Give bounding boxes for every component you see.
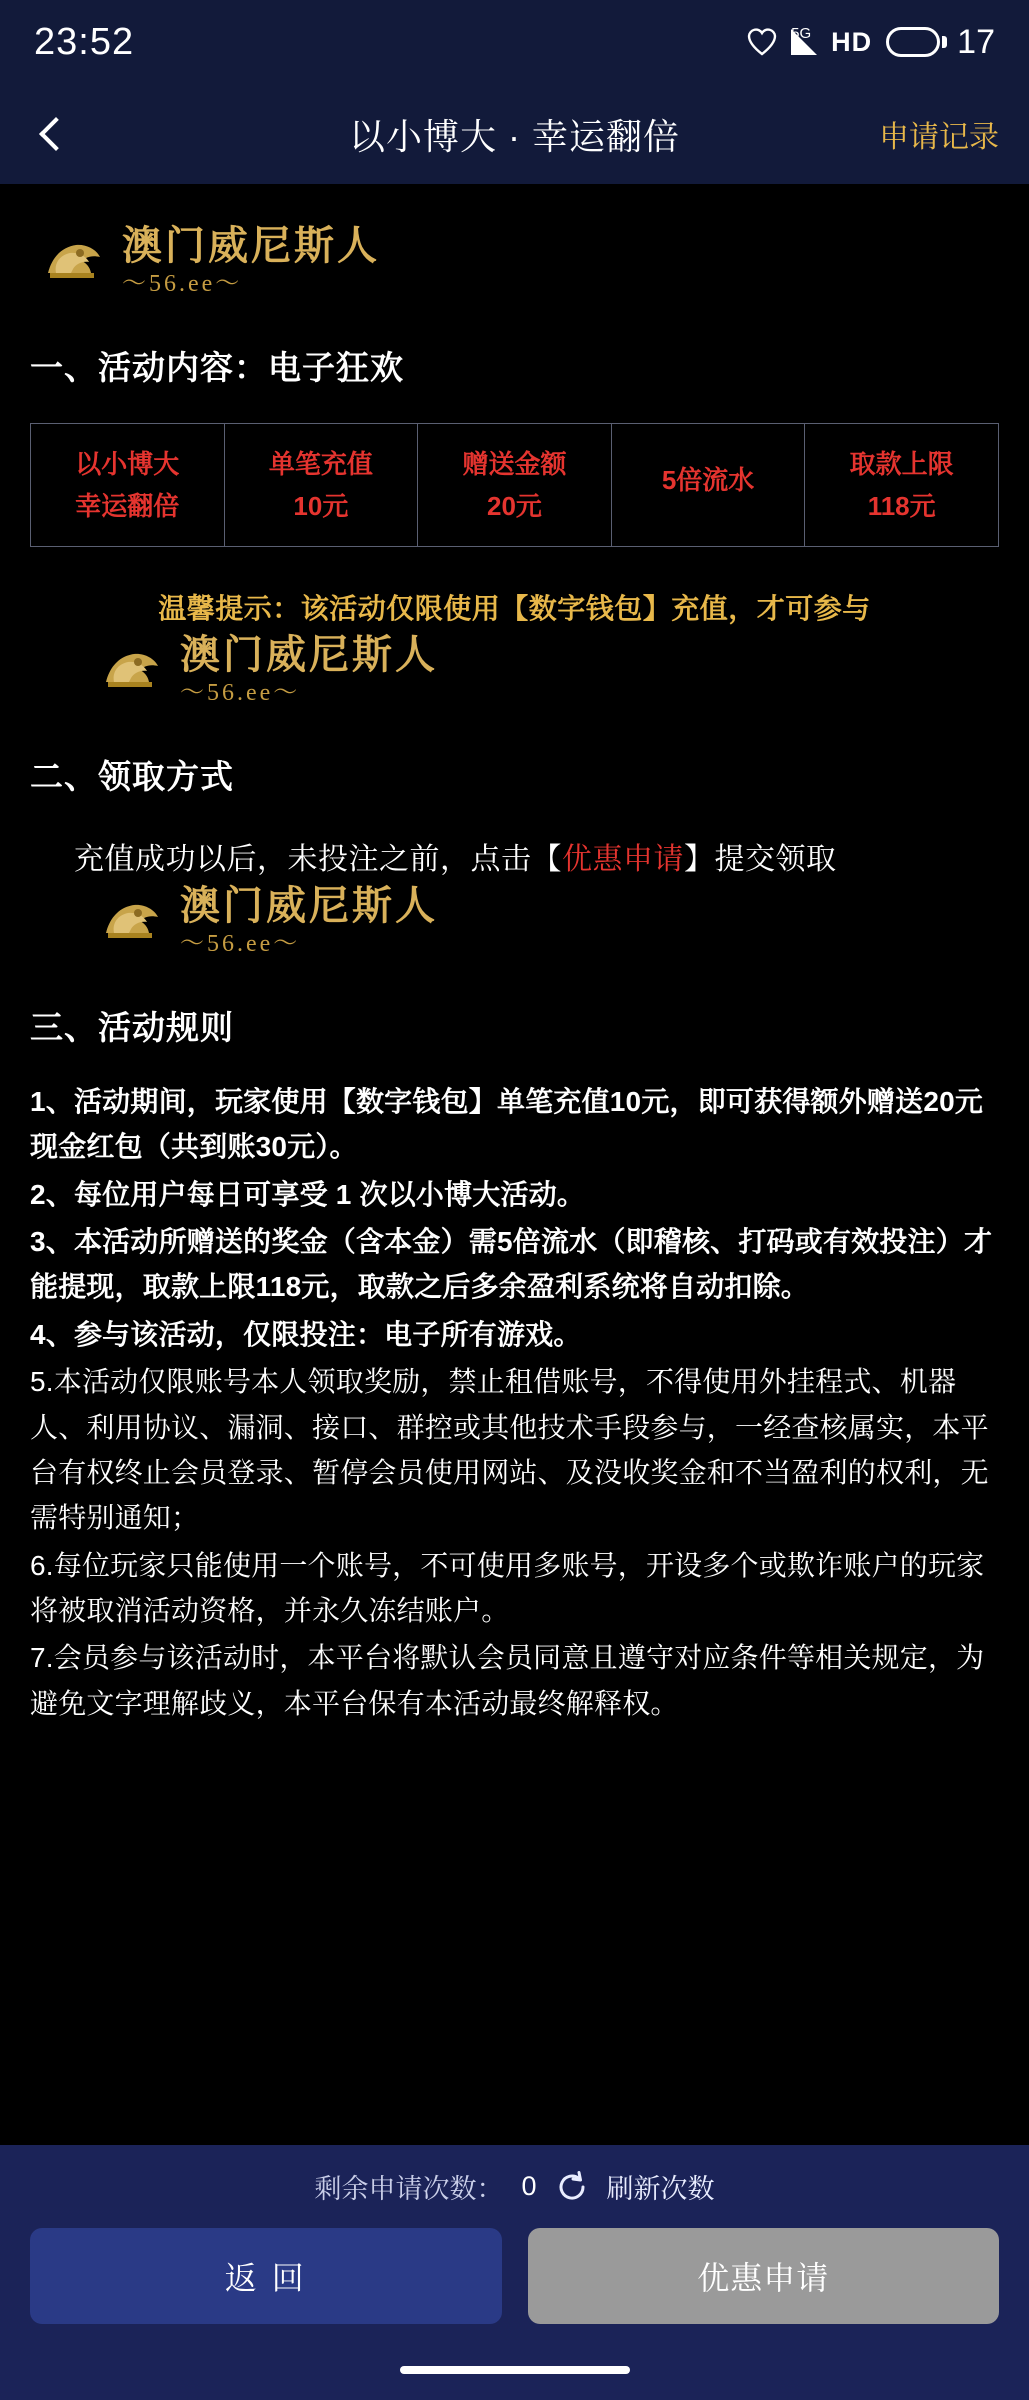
back-button[interactable]: 返 回: [30, 2228, 502, 2324]
brand-logo-bottom: [42, 883, 999, 957]
battery-icon: [886, 23, 995, 62]
cell-line-2: 20元: [487, 491, 542, 521]
status-icons: [747, 23, 995, 62]
brand-subtitle: ～56.ee～: [180, 931, 301, 957]
cell-line-2: 118元: [867, 491, 936, 521]
brand-subtitle: ～56.ee～: [180, 680, 301, 706]
footer-bar: [0, 2145, 1029, 2340]
cell-line-1: 单笔充值: [268, 448, 373, 479]
rule-item: 4、参与该活动，仅限投注：电子所有游戏。: [30, 1318, 582, 1350]
claim-highlight: 优惠申请: [562, 843, 684, 876]
promotion-content: [0, 184, 1029, 2145]
cell-line-1: 赠送金额: [462, 448, 567, 479]
brand-subtitle: ～56.ee～: [122, 271, 243, 297]
brand-name: 澳门威尼斯人: [180, 632, 438, 677]
battery-level: 17: [957, 22, 995, 61]
rules-list: [30, 1079, 999, 1726]
table-cell: [612, 424, 806, 546]
winged-lion-icon: [100, 638, 164, 702]
brand-name: 澳门威尼斯人: [122, 223, 380, 268]
cell-line-1: 取款上限: [849, 448, 954, 479]
rule-item: 6.每位玩家只能使用一个账号，不可使用多账号，开设多个或欺诈账户的玩家将被取消活动资格，并永久冻结账户。: [30, 1549, 985, 1626]
table-cell: [225, 424, 419, 546]
brand-logo-top: [42, 223, 999, 297]
remaining-value: 0: [521, 2171, 537, 2201]
footer-buttons: [30, 2228, 999, 2324]
status-bar: [0, 0, 1029, 84]
claim-prefix: 充值成功以后，未投注之前，点击【: [74, 843, 562, 876]
section-title-content: 一、活动内容：电子狂欢: [30, 349, 404, 386]
cell-line-1: 5倍流水: [661, 464, 755, 495]
rule-item: 5.本活动仅限账号本人领取奖励，禁止租借账号，不得使用外挂程式、机器人、利用协议、漏洞、接口、群控或其他技术手段参与，一经查核属实，本平台有权终止会员登录、暂停会员使用网站、及没收奖金和不当盈利的权利，无需特别通知；: [30, 1366, 989, 1534]
refresh-icon[interactable]: [555, 2170, 589, 2204]
apply-promotion-button[interactable]: 优惠申请: [528, 2228, 1000, 2324]
refresh-label[interactable]: 刷新次数: [606, 2174, 715, 2204]
claim-instruction: [30, 834, 999, 878]
app-header: [0, 84, 1029, 184]
signal-icon: [791, 25, 817, 55]
winged-lion-icon: [100, 889, 164, 953]
gesture-navigation-bar: [0, 2340, 1029, 2400]
heart-shield-icon: [747, 27, 777, 57]
warm-tip-text: 温馨提示：该活动仅限使用【数字钱包】充值，才可参与: [158, 593, 871, 624]
remaining-label: 剩余申请次数：: [314, 2174, 504, 2204]
cell-line-2: 幸运翻倍: [75, 491, 180, 521]
cell-line-1: 以小博大: [75, 448, 180, 479]
table-cell: [805, 424, 998, 546]
network-type-label: 5G: [791, 25, 812, 42]
rule-item: 1、活动期间，玩家使用【数字钱包】单笔充值10元，即可获得额外赠送20元现金红包（共到账30元）。: [30, 1086, 984, 1163]
status-time: 23:52: [34, 20, 135, 63]
table-cell: [418, 424, 612, 546]
application-records-link[interactable]: 申请记录: [879, 121, 999, 154]
section-title-rules: 三、活动规则: [30, 1009, 234, 1046]
remaining-applications-row: [30, 2167, 999, 2206]
page-title: 以小博大 · 幸运翻倍: [349, 115, 680, 157]
rule-item: 7.会员参与该活动时，本平台将默认会员同意且遵守对应条件等相关规定，为避免文字理解歧义，本平台保有本活动最终解释权。: [30, 1642, 985, 1719]
winged-lion-icon: [42, 229, 106, 293]
section-title-claim: 二、领取方式: [30, 758, 234, 795]
brand-name: 澳门威尼斯人: [180, 883, 438, 928]
rule-item: 3、本活动所赠送的奖金（含本金）需5倍流水（即稽核、打码或有效投注）才能提现，取款上限118元，取款之后多余盈利系统将自动扣除。: [30, 1226, 993, 1303]
hd-icon: HD: [831, 26, 873, 57]
home-indicator[interactable]: [400, 2366, 630, 2374]
brand-logo-middle: [42, 632, 999, 706]
chevron-left-icon[interactable]: [30, 112, 74, 156]
rule-item: 2、每位用户每日可享受 1 次以小博大活动。: [30, 1178, 586, 1210]
reward-table: [30, 423, 999, 547]
cell-line-2: 10元: [293, 491, 349, 521]
claim-suffix: 】提交领取: [684, 843, 837, 876]
table-cell: [31, 424, 225, 546]
